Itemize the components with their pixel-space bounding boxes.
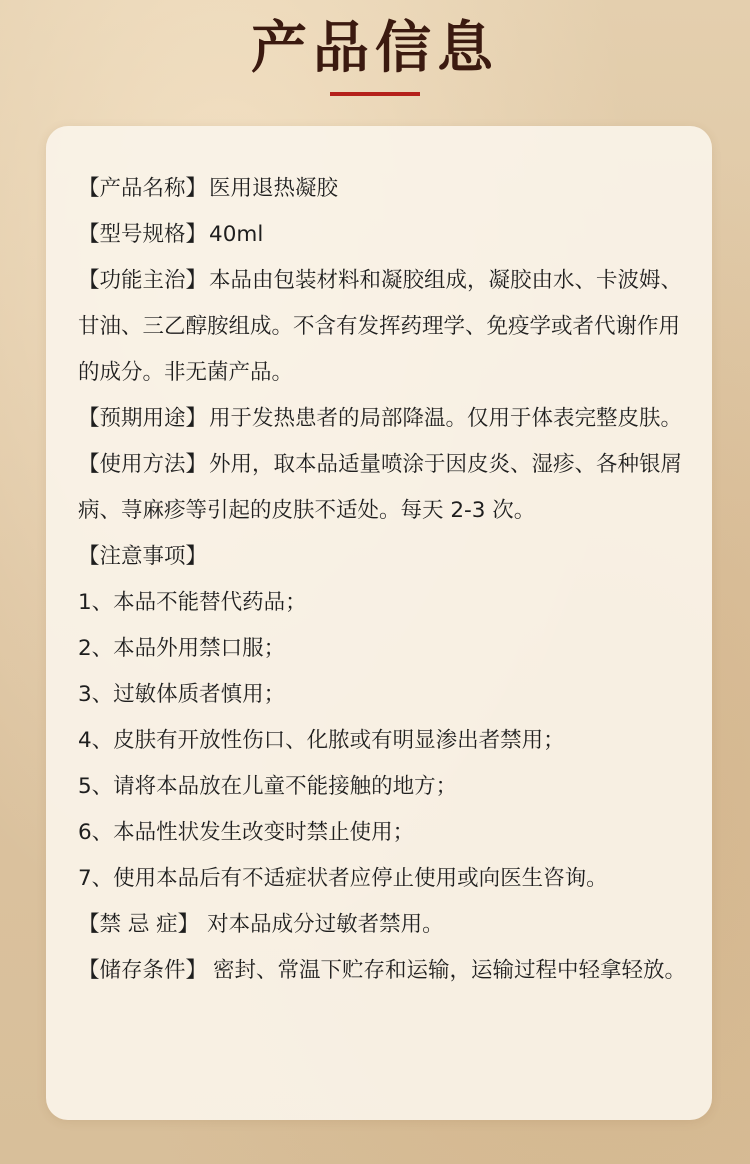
note-item: 2、本品外用禁口服； xyxy=(78,636,286,661)
purpose-label: 【预期用途】 xyxy=(78,406,208,431)
page-title: 产品信息 xyxy=(251,16,499,81)
product-name-row xyxy=(78,166,688,212)
model-row xyxy=(78,212,688,258)
contraindication-value: 对本品成分过敏者禁用。 xyxy=(207,912,444,937)
purpose-row xyxy=(78,396,688,442)
storage-row xyxy=(78,948,688,994)
function-label: 【功能主治】 xyxy=(78,268,208,293)
function-row xyxy=(78,258,688,396)
note-item: 7、使用本品后有不适症状者应停止使用或向医生咨询。 xyxy=(78,866,608,891)
note-item: 4、皮肤有开放性伤口、化脓或有明显渗出者禁用； xyxy=(78,728,565,753)
usage-value: 外用，取本品适量喷涂于因皮炎、湿疹、各种银屑病、荨麻疹等引起的皮肤不适处。每天 2-3 次。 xyxy=(78,452,683,523)
contraindication-row xyxy=(78,902,688,948)
purpose-value: 用于发热患者的局部降温。仅用于体表完整皮肤。 xyxy=(209,406,683,431)
function-value: 本品由包装材料和凝胶组成，凝胶由水、卡波姆、甘油、三乙醇胺组成。不含有发挥药理学、免疫学或者代谢作用的成分。非无菌产品。 xyxy=(78,268,683,385)
note-item: 6、本品性状发生改变时禁止使用； xyxy=(78,820,415,845)
title-underline xyxy=(330,92,420,96)
model-value: 40ml xyxy=(209,222,264,247)
notes-heading: 【注意事项】 xyxy=(78,544,208,569)
note-item: 1、本品不能替代药品； xyxy=(78,590,307,615)
product-name-label: 【产品名称】 xyxy=(78,176,208,201)
usage-label: 【使用方法】 xyxy=(78,452,208,477)
note-item: 3、过敏体质者慎用； xyxy=(78,682,286,707)
model-label: 【型号规格】 xyxy=(78,222,208,247)
note-item: 5、请将本品放在儿童不能接触的地方； xyxy=(78,774,458,799)
storage-value: 密封、常温下贮存和运输，运输过程中轻拿轻放。 xyxy=(213,958,687,983)
info-content xyxy=(78,166,688,994)
storage-label: 【储存条件】 xyxy=(78,958,208,983)
usage-row xyxy=(78,442,688,534)
product-name-value: 医用退热凝胶 xyxy=(209,176,339,201)
contraindication-label: 【禁 忌 症】 xyxy=(78,912,200,937)
